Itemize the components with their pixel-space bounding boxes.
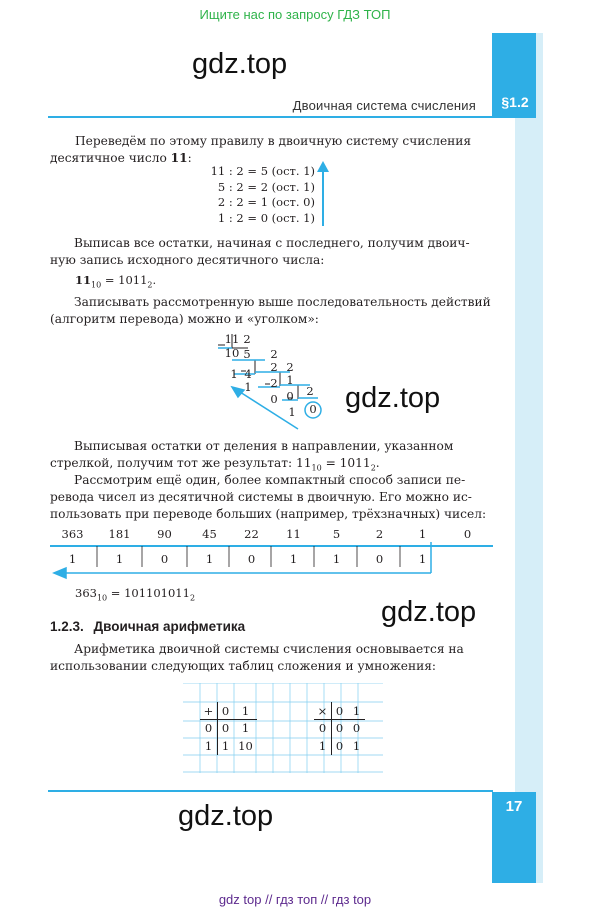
text-line: использовании следующих таблиц сложения и умножения: [50, 659, 437, 673]
corner-number: 0 [286, 389, 294, 403]
corner-number: 2 [270, 376, 278, 390]
table-cell: 0 [335, 704, 344, 718]
table-cell: 0 [335, 739, 344, 753]
page-number: 17 [505, 798, 523, 815]
footer-rule [48, 790, 493, 792]
division-step: 2 : 2 = 1 (ост. 0) [217, 195, 315, 209]
running-head: Двоичная система счисления [292, 98, 476, 113]
subsection-title: Двоичная арифметика [93, 619, 246, 634]
table-cell: 363 [61, 527, 84, 541]
division-step: 11 : 2 = 5 (ост. 1) [210, 164, 315, 178]
table-cell: 22 [244, 527, 259, 541]
table-cell: 1 [352, 739, 361, 753]
text-line: Арифметика двоичной системы счисления основывается на [74, 642, 464, 656]
table-cell: 0 [375, 552, 384, 566]
table-cell: 0 [221, 704, 230, 718]
corner-number: 5 [243, 347, 251, 361]
eq-value: = 101101011 [107, 586, 190, 600]
text-line: пользовать при переводе больших (например, трёхзначных) чисел: [50, 507, 487, 521]
table-cell: 0 [204, 721, 213, 735]
table-cell: 1 [204, 739, 213, 753]
eq-base: 10 [311, 463, 322, 473]
table-cell: 10 [238, 739, 253, 753]
table-cell: 0 [247, 552, 256, 566]
table-cell: 1 [352, 704, 361, 718]
corner-division [210, 332, 330, 430]
corner-number: 2 [270, 360, 278, 374]
table-cell: 1 [318, 739, 327, 753]
table-cell: 5 [332, 527, 341, 541]
eq-base: 2 [370, 463, 376, 473]
equation [75, 273, 156, 289]
corner-number: 1 [288, 405, 296, 419]
corner-number: 0 [270, 392, 278, 406]
table-cell: 45 [202, 527, 217, 541]
eq-number: 363 [75, 586, 97, 600]
corner-number: 1 [244, 380, 252, 394]
addition-table [200, 702, 273, 755]
punctuation: . [152, 273, 157, 287]
text-line: Выписав все остатки, начиная с последнего, получим двоич- [74, 236, 470, 250]
eq-value: = 1011 [321, 456, 371, 470]
watermark: gdz.top [192, 48, 288, 80]
paragraph [50, 235, 492, 253]
table-cell: 1 [289, 552, 298, 566]
paragraph-continuation [50, 311, 492, 329]
paragraph-continuation [50, 489, 492, 507]
eq-base: 10 [91, 280, 102, 290]
table-cell: 1 [205, 552, 214, 566]
header-rule [48, 116, 493, 118]
table-cell: 0 [463, 527, 472, 541]
table-cell: × [317, 704, 328, 718]
table-cell: 0 [221, 721, 230, 735]
table-cell: 1 [115, 552, 124, 566]
table-cell: 0 [318, 721, 327, 735]
table-cell: 1 [418, 527, 427, 541]
eq-base: 2 [189, 593, 196, 603]
paragraph-continuation [50, 506, 492, 524]
punctuation: : [187, 151, 192, 165]
paragraph [50, 472, 492, 490]
text-line: Рассмотрим ещё один, более компактный способ записи пе- [74, 473, 466, 487]
division-step: 1 : 2 = 0 (ост. 1) [217, 210, 315, 225]
corner-number: 1 [230, 367, 238, 381]
table-cell: 0 [352, 721, 361, 735]
corner-number: 4 [244, 367, 252, 381]
table-cell: 1 [241, 721, 250, 735]
table-cell: 1 [68, 552, 77, 566]
corner-number: 11 [224, 332, 240, 346]
table-cell: 1 [332, 552, 341, 566]
number: 11 [170, 151, 188, 165]
eq-number: 11 [75, 273, 92, 287]
paragraph [50, 294, 492, 312]
section-number: §1.2 [501, 94, 529, 110]
corner-number: 2 [286, 360, 294, 374]
subsection-heading [50, 619, 245, 634]
punctuation: . [375, 456, 380, 470]
eq-base: 2 [147, 280, 153, 290]
equation [75, 586, 195, 602]
conversion-lines [50, 524, 493, 582]
text-line: стрелкой, получим тот же результат: 11 [50, 456, 312, 470]
text-line: Выписывая остатки от деления в направлении, указанном [74, 439, 454, 453]
table-cell: 90 [157, 527, 172, 541]
subsection-number: 1.2.3. [50, 619, 84, 634]
table-cell: 1 [418, 552, 427, 566]
table-cell: 181 [108, 527, 131, 541]
eq-value: = 1011 [101, 273, 148, 287]
paragraph [75, 133, 492, 151]
side-strip [515, 33, 543, 883]
table-cell: 11 [286, 527, 301, 541]
division-step: 5 : 2 = 2 (ост. 1) [217, 179, 315, 194]
paragraph [50, 438, 492, 456]
top-banner: Ищите нас по запросу ГДЗ ТОП [199, 7, 391, 22]
text-line: ревода чисел из десятичной системы в двоичную. Его можно ис- [50, 490, 472, 504]
watermark: gdz.top [345, 382, 441, 414]
paragraph-continuation [50, 252, 492, 270]
conversion-table [50, 524, 493, 582]
footer-text: gdz top // гдз топ // гдз top [218, 892, 372, 907]
table-cell: 0 [160, 552, 169, 566]
up-arrow-icon [316, 160, 330, 228]
corner-number: 2 [270, 347, 278, 361]
text-line: ную запись исходного десятичного числа: [50, 253, 325, 267]
corner-number: 2 [243, 332, 251, 346]
division-steps [205, 164, 315, 226]
paragraph-continuation [50, 658, 492, 676]
text-line: (алгоритм перевода) можно и «уголком»: [50, 312, 319, 326]
watermark: gdz.top [178, 800, 274, 832]
table-cell: 0 [335, 721, 344, 735]
paragraph [50, 641, 492, 659]
text-line: Переведём по этому правилу в двоичную систему счисления [75, 134, 472, 148]
corner-number: 0 [309, 402, 317, 416]
corner-number: 10 [224, 346, 240, 360]
multiplication-table [314, 702, 374, 755]
watermark: gdz.top [381, 596, 477, 628]
text-line: Записывать рассмотренную выше последовательность действий [74, 295, 491, 309]
corner-number: 2 [306, 384, 314, 398]
eq-base: 10 [96, 593, 108, 603]
corner-number: 1 [286, 373, 294, 387]
table-cell: 2 [375, 527, 384, 541]
table-cell: 1 [221, 739, 230, 753]
table-cell: 1 [241, 704, 250, 718]
text-line: десятичное число [50, 151, 171, 165]
table-cell: + [203, 704, 214, 718]
